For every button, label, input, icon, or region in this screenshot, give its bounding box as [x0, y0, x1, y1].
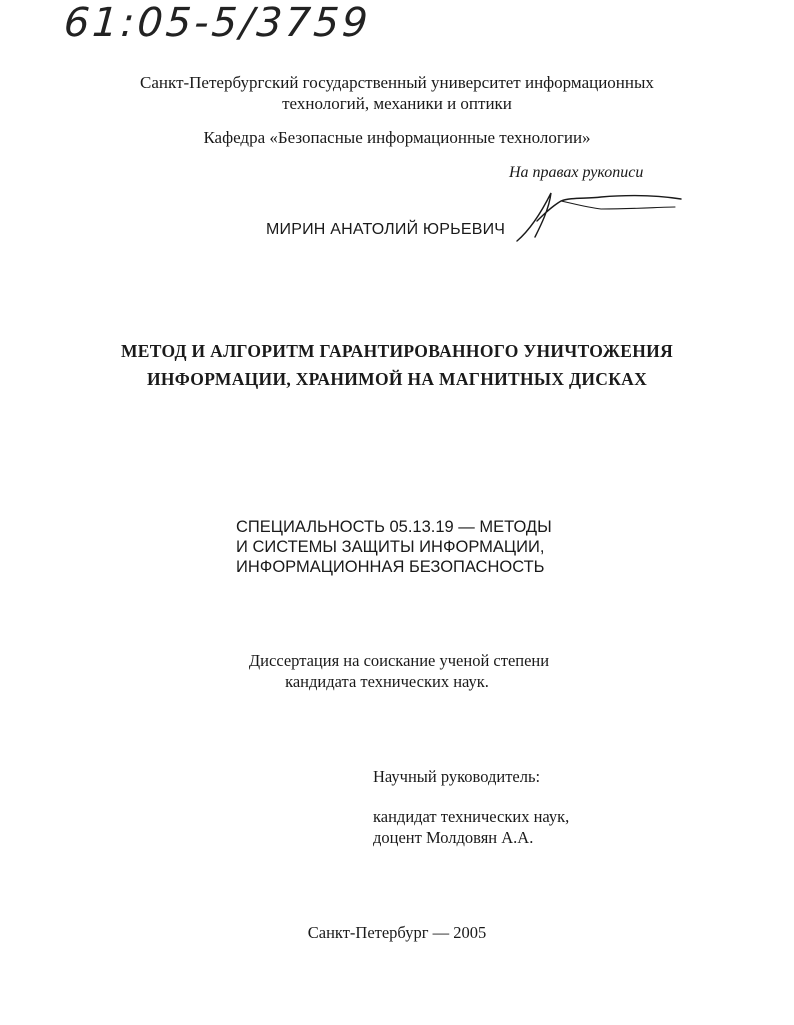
specialty	[236, 517, 596, 577]
supervisor-block	[373, 766, 569, 848]
manuscript-note: На правах рукописи	[509, 164, 644, 181]
supervisor-label: Научный руководитель:	[373, 767, 541, 786]
title-line-2: ИНФОРМАЦИИ, ХРАНИМОЙ НА МАГНИТНЫХ ДИСКАХ	[146, 369, 648, 389]
department-name: Кафедра «Безопасные информационные технологии»	[203, 128, 591, 147]
archive-code-handwritten: 61:05-5/3759	[62, 0, 373, 46]
degree-statement	[0, 650, 794, 692]
specialty-line-1: СПЕЦИАЛЬНОСТЬ 05.13.19 — МЕТОДЫ	[236, 518, 552, 536]
supervisor-line-1: кандидат технических наук,	[373, 807, 570, 826]
author-name: МИРИН АНАТОЛИЙ ЮРЬЕВИЧ	[266, 221, 506, 238]
degree-line-1: Диссертация на соискание ученой степени	[248, 651, 550, 670]
dissertation-title	[0, 337, 794, 393]
specialty-line-3: ИНФОРМАЦИОННАЯ БЕЗОПАСНОСТЬ	[236, 558, 545, 576]
supervisor-line-2: доцент Молдовян А.А.	[373, 828, 534, 847]
university-name	[0, 72, 794, 114]
degree-line-2: кандидата технических наук.	[285, 672, 489, 691]
university-line-1: Санкт-Петербургский государственный университет информационных	[140, 73, 654, 92]
university-line-2: технологий, механики и оптики	[282, 94, 512, 113]
title-line-1: МЕТОД И АЛГОРИТМ ГАРАНТИРОВАННОГО УНИЧТОЖЕНИЯ	[120, 341, 674, 361]
supervisor-spacer	[373, 787, 569, 806]
author-signature	[505, 185, 695, 255]
specialty-line-2: И СИСТЕМЫ ЗАЩИТЫ ИНФОРМАЦИИ,	[236, 538, 545, 556]
city-year: Санкт-Петербург — 2005	[307, 923, 487, 942]
